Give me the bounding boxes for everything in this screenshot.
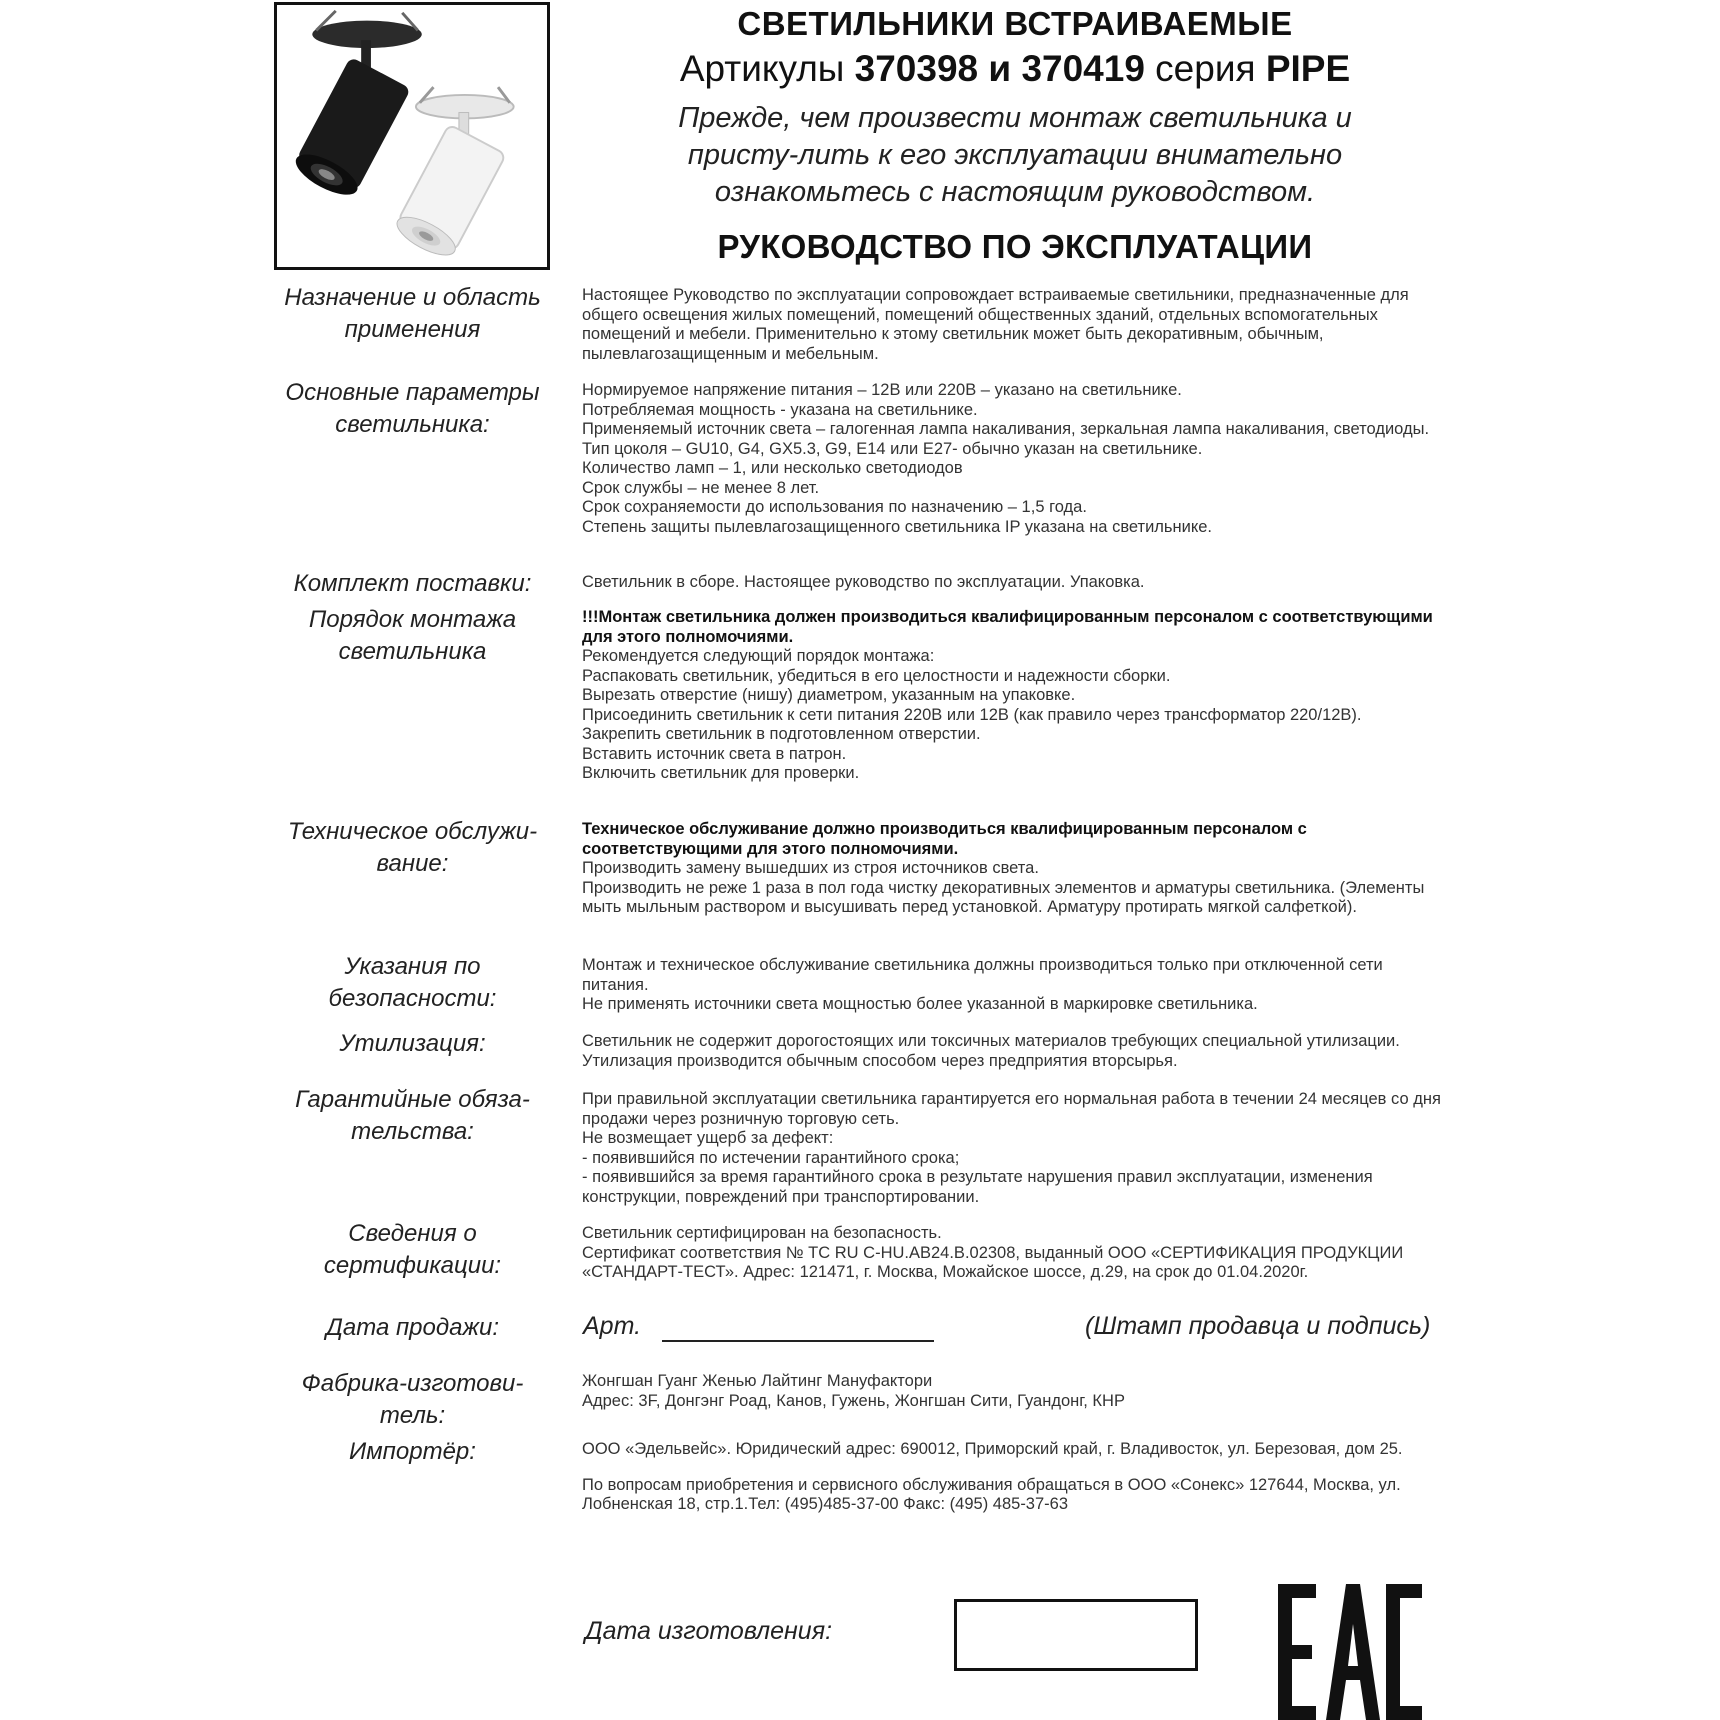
body-line: Жонгшан Гуанг Женью Лайтинг Мануфактори [582,1372,933,1390]
section-label: Фабрика-изготови-тель: [301,1370,524,1429]
series-name: PIPE [1265,48,1351,89]
body-line: ООО «Эдельвейс». Юридический адрес: 690012, Приморский край, г. Владивосток, ул. Березовая, дом 25. [582,1440,1403,1458]
section-body [582,573,1442,593]
body-line: При правильной эксплуатации светильника гарантируется его нормальная работа в течении 24 месяцев со дня продажи через розничную торговую сеть. [582,1090,1441,1128]
body-line: - появившийся за время гарантийного срока в результате нарушения правил эксплуатации, изменения конструкции, повреждений при транспортировании. [582,1168,1373,1206]
warning-line: Техническое обслуживание должно производиться квалифицированным персоналом с соответствующими для этого полномочиями. [582,820,1307,858]
body-line: Не применять источники света мощностью более указанной в маркировке светильника. [582,995,1258,1013]
manual-title: РУКОВОДСТВО ПО ЭКСПЛУАТАЦИИ [717,228,1313,265]
article-line [585,44,1445,94]
article-number-2: 370419 [1021,48,1145,89]
body-line: Производить замену вышедших из строя источников света. [582,859,1039,877]
body-line: Нормируемое напряжение питания – 12В или 220В – указано на светильнике. [582,381,1182,399]
section-body [582,820,1442,918]
articles-prefix: Артикулы [679,48,855,89]
section-body [582,1440,1442,1515]
section-label: Гарантийные обяза-тельства: [295,1086,530,1145]
body-line: Светильник в сборе. Настоящее руководство по эксплуатации. Упаковка. [582,573,1145,591]
body-line: Производить не реже 1 раза в пол года чистку декоративных элементов и арматуры светильника. (Элементы мыть мыльным раствором и высушивать перед установкой. Арматуру протирать мягкой салфеткой). [582,878,1425,916]
section-body [582,608,1442,784]
body-line: Вставить источник света в патрон. [582,744,847,763]
section-body [582,1032,1442,1071]
product-photo [274,2,550,270]
manufacture-date-label: Дата изготовления: [585,1617,833,1645]
section-label: Техническое обслужи-вание: [287,818,538,877]
body-line: Присоединить светильник к сети питания 220В или 12В (как правило через трансформатор 220/12В). [582,705,1362,724]
body-line: Применяемый источник света – галогенная лампа накаливания, зеркальная лампа накаливания, светодиоды. [582,420,1430,438]
section-label: Утилизация: [339,1030,486,1057]
document-header [585,0,1445,269]
section-label: Комплект поставки: [293,570,532,597]
body-line: Количество ламп – 1, или несколько светодиодов [582,459,963,477]
body-line: Сертификат соответствия № ТС RU C-HU.АВ24.В.02308, выданный ООО «СЕРТИФИКАЦИЯ ПРОДУКЦИИ «СТАНДАРТ-ТЕСТ». Адрес: 121471, г. Москва, Можайское шоссе, д.29, на срок до 01.04.2020г. [582,1243,1404,1281]
section-label: Порядок монтажа светильника [308,606,517,665]
seller-stamp-label: (Штамп продавца и подпись) [1085,1312,1431,1340]
spotlight-image-icon [277,5,547,267]
intro-note: Прежде, чем произвести монтаж светильника и присту-лить к его эксплуатации внимательно ознакомьтесь с настоящим руководством. [678,102,1352,208]
section-body [582,1224,1442,1283]
body-line: Рекомендуется следующий порядок монтажа: [582,647,935,665]
body-line: Включить светильник для проверки. [582,764,860,782]
article-number-1: 370398 [854,48,979,89]
body-line: Монтаж и техническое обслуживание светильника должны производиться только при отключенной сети питания. [582,956,1383,994]
body-line: Не возмещает ущерб за дефект: [582,1129,834,1147]
body-line: Тип цоколя – GU10, G4, GX5.3, G9, E14 или E27- обычно указан на светильнике. [582,439,1203,458]
body-line: Вырезать отверстие (нишу) диаметром, указанным на упаковке. [582,686,1076,704]
service-contact-line: По вопросам приобретения и сервисного обслуживания обращаться в ООО «Сонекс» 127644, Москва, ул. Лобненская 18, стр.1.Тел: (495)485-37-00 Факс: (495) 485-37-63 [582,1475,1401,1513]
article-field-line [662,1340,934,1342]
manufacture-date-box [954,1599,1198,1671]
body-line: Распаковать светильник, убедиться в его целостности и надежности сборки. [582,666,1171,685]
section-body [582,381,1442,537]
body-line: Степень защиты пылевлагозащищенного светильника IP указана на светильнике. [582,517,1213,536]
body-line: Срок службы – не менее 8 лет. [582,478,820,497]
body-line: Светильник сертифицирован на безопасность. [582,1224,942,1242]
body-line: - появившийся по истечении гарантийного срока; [582,1148,960,1167]
eac-mark-icon [1276,1584,1424,1720]
body-line: Светильник не содержит дорогостоящих или токсичных материалов требующих специальной утилизации. Утилизация производится обычным способом через предприятия вторсырья. [582,1032,1400,1070]
body-line: Закрепить светильник в подготовленном отверстии. [582,725,981,743]
body-line: Срок сохраняемости до использования по назначению – 1,5 года. [582,498,1087,516]
article-field-label: Арт. [583,1312,642,1340]
warning-line: !!!Монтаж светильника должен производиться квалифицированным персоналом с соответствующими для этого полномочиями. [582,608,1433,646]
section-label: Импортёр: [349,1438,476,1465]
section-body [582,956,1442,1015]
body-line: Потребляемая мощность - указана на светильнике. [582,400,978,419]
section-label: Дата продажи: [325,1314,500,1341]
articles-and: и [978,48,1022,89]
body-line: Адрес: 3F, Донгэнг Роад, Канов, Гужень, Жонгшан Сити, Гуандонг, КНР [582,1391,1125,1410]
section-body [582,1372,1442,1411]
section-label: Назначение и область применения [284,284,541,343]
document-title: СВЕТИЛЬНИКИ ВСТРАИВАЕМЫЕ [737,5,1293,42]
section-label: Указания по безопасности: [328,953,497,1012]
series-word: серия [1144,48,1266,89]
section-body [582,1090,1442,1207]
section-label: Основные параметры светильника: [285,379,540,438]
body-line: Настоящее Руководство по эксплуатации сопровождает встраиваемые светильники, предназначенные для общего освещения жилых помещений, помещений общественных зданий, отдельных вспомогательных помещений и мебели. Применительно к этому светильник может быть декоративным, обычным, пылевлагозащищенным и мебельным. [582,286,1409,363]
section-label: Сведения о сертификации: [323,1220,502,1279]
section-body [582,286,1442,364]
